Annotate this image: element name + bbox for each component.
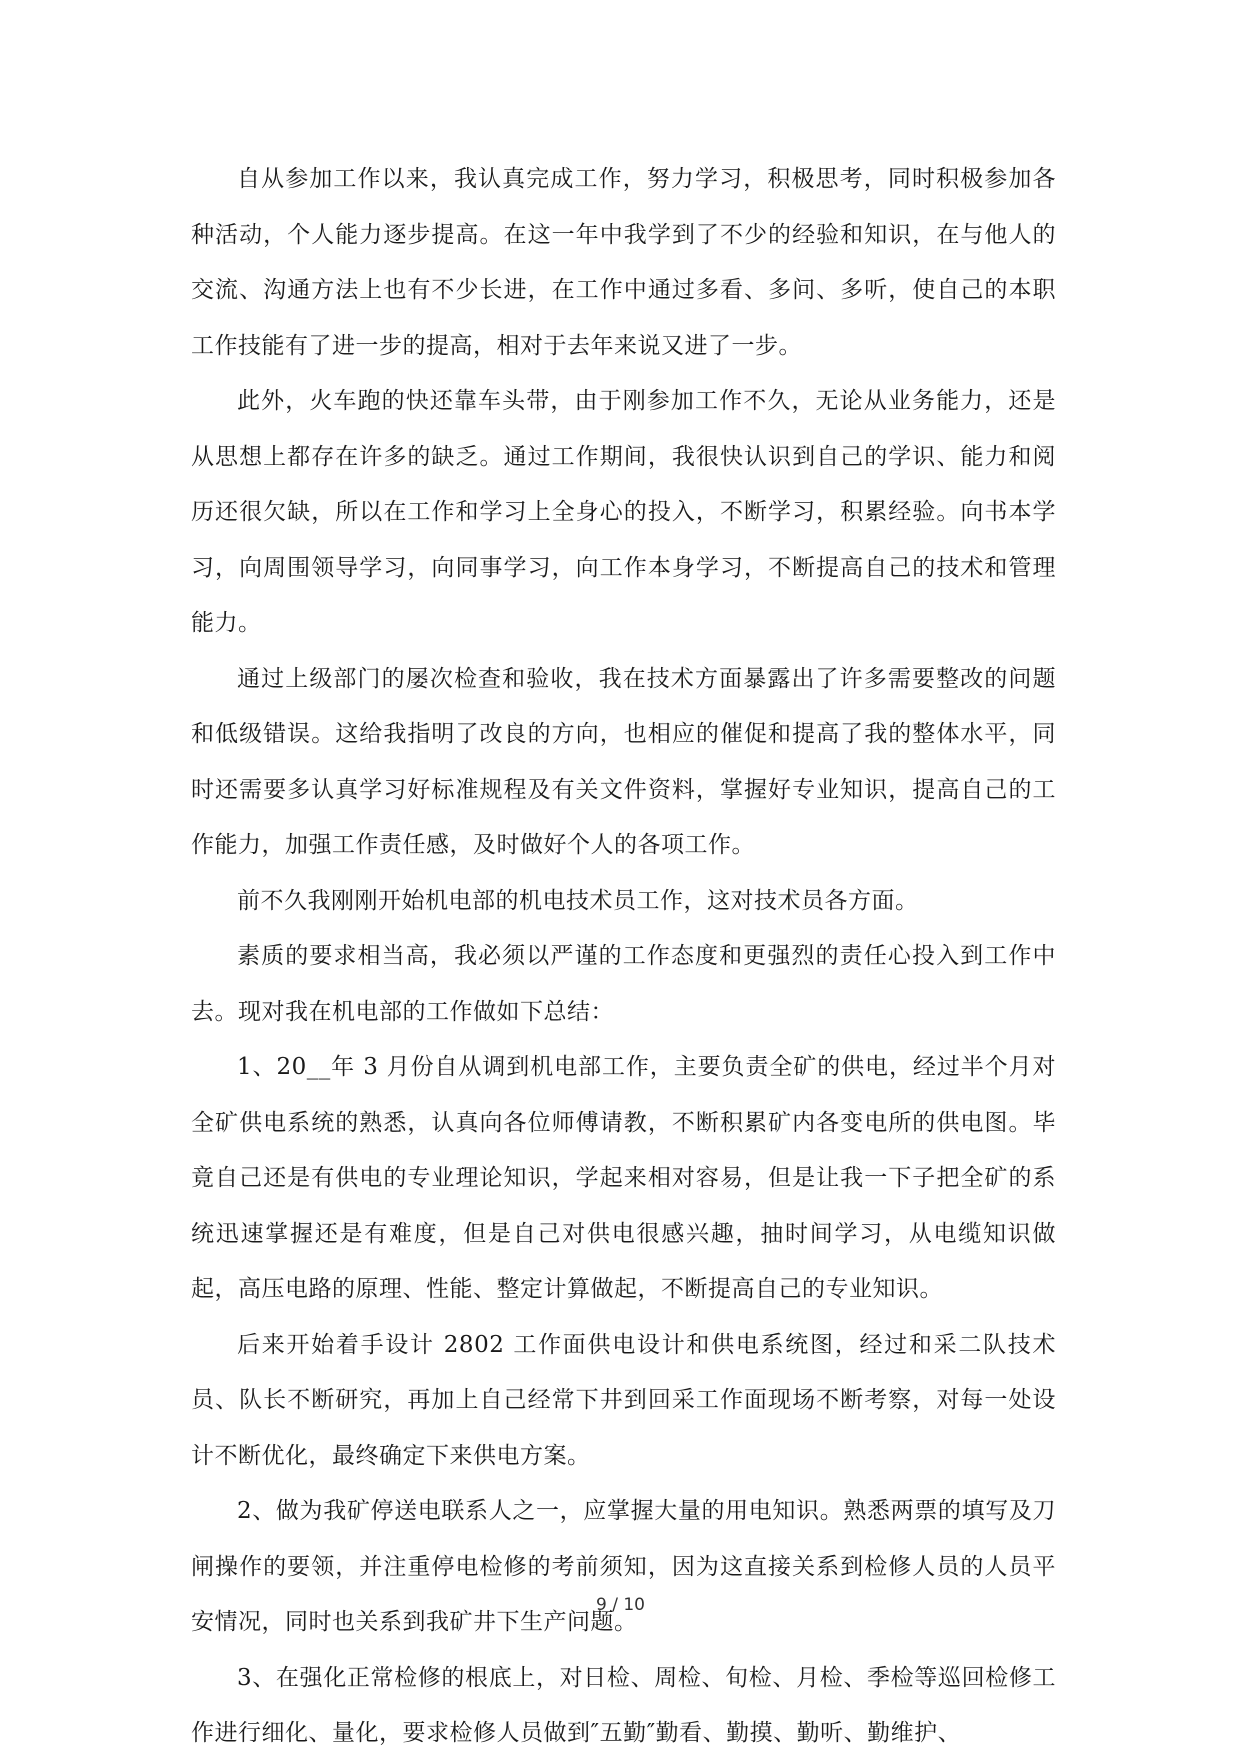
document-body — [191, 152, 1056, 1762]
paragraph-5: 素质的要求相当高，我必须以严谨的工作态度和更强烈的责任心投入到工作中去。现对我在机电部的工作做如下总结： — [191, 943, 1056, 1025]
paragraph-1: 自从参加工作以来，我认真完成工作，努力学习，积极思考，同时积极参加各种活动，个人能力逐步提高。在这一年中我学到了不少的经验和知识，在与他人的交流、沟通方法上也有不少长进，在工作中通过多看、多问、多听，使自己的本职工作技能有了进一步的提高，相对于去年来说又进了一步。 — [191, 166, 1056, 359]
paragraph-6: 1、20__年 3 月份自从调到机电部工作，主要负责全矿的供电，经过半个月对全矿供电系统的熟悉，认真向各位师傅请教，不断积累矿内各变电所的供电图。毕竟自己还是有供电的专业理论知识，学起来相对容易，但是让我一下子把全矿的系统迅速掌握还是有难度，但是自己对供电很感兴趣，抽时间学习，从电缆知识做起，高压电路的原理、性能、整定计算做起，不断提高自己的专业知识。 — [191, 1054, 1056, 1302]
paragraph-9: 3、在强化正常检修的根底上，对日检、周检、旬检、月检、季检等巡回检修工作进行细化、量化，要求检修人员做到″五勤″勤看、勤摸、勤听、勤维护、 — [191, 1664, 1056, 1746]
paragraph-8: 2、做为我矿停送电联系人之一，应掌握大量的用电知识。熟悉两票的填写及刀闸操作的要领，并注重停电检修的考前须知，因为这直接关系到检修人员的人员平安情况，同时也关系到我矿井下生产问题。 — [191, 1498, 1056, 1635]
paragraph-2: 此外，火车跑的快还靠车头带，由于刚参加工作不久，无论从业务能力，还是从思想上都存在许多的缺乏。通过工作期间，我很快认识到自己的学识、能力和阅历还很欠缺，所以在工作和学习上全身心的投入，不断学习，积累经验。向书本学习，向周围领导学习，向同事学习，向工作本身学习，不断提高自己的技术和管理能力。 — [191, 388, 1056, 636]
paragraph-3: 通过上级部门的屡次检查和验收，我在技术方面暴露出了许多需要整改的问题和低级错误。这给我指明了改良的方向，也相应的催促和提高了我的整体水平，同时还需要多认真学习好标准规程及有关文件资料，掌握好专业知识，提高自己的工作能力，加强工作责任感，及时做好个人的各项工作。 — [191, 665, 1056, 858]
paragraph-7: 后来开始着手设计 2802 工作面供电设计和供电系统图，经过和采二队技术员、队长不断研究，再加上自己经常下井到回采工作面现场不断考察，对每一处设计不断优化，最终确定下来供电方案。 — [191, 1331, 1056, 1469]
paragraph-4: 前不久我刚刚开始机电部的机电技术员工作，这对技术员各方面。 — [237, 887, 919, 914]
page-number: 9 / 10 — [596, 1595, 645, 1615]
